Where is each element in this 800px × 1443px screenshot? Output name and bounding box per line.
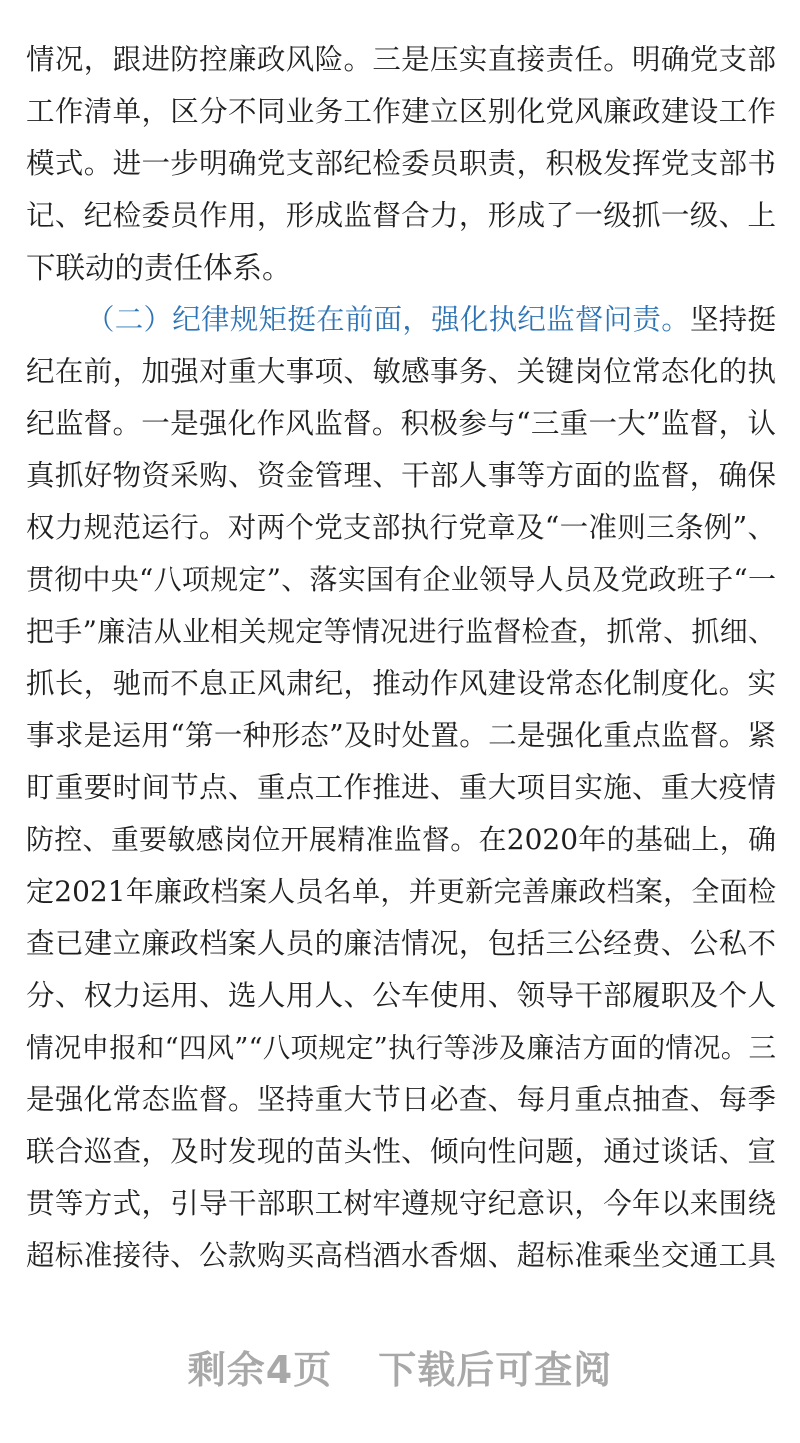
text-line: 是强化常态监督。坚持重大节日必查、每月重点抽查、每季 bbox=[26, 1083, 776, 1116]
text-line: 事求是运用“第一种形态”及时处置。二是强化重点监督。紧 bbox=[26, 719, 776, 752]
text-line: 贯等方式，引导干部职工树牢遵规守纪意识，今年以来围绕 bbox=[26, 1187, 776, 1220]
heading-line-rest: 坚持挺 bbox=[689, 303, 776, 336]
text-line: 模式。进一步明确党支部纪检委员职责，积极发挥党支部书 bbox=[26, 147, 776, 180]
text-line: 联合巡查，及时发现的苗头性、倾向性问题，通过谈话、宣 bbox=[26, 1135, 776, 1168]
text-line: 抓长，驰而不息正风肃纪，推动作风建设常态化制度化。实 bbox=[26, 667, 776, 700]
text-line: 情况申报和“四风”“八项规定”执行等涉及廉洁方面的情况。三 bbox=[26, 1032, 776, 1064]
section-heading-line bbox=[86, 294, 776, 346]
download-to-view-label: 下载后可查阅 bbox=[378, 1348, 613, 1392]
text-line: 把手”廉洁从业相关规定等情况进行监督检查，抓常、抓细、 bbox=[26, 615, 776, 648]
section-heading: （二）纪律规矩挺在前面，强化执纪监督问责。 bbox=[86, 303, 690, 336]
download-prompt[interactable] bbox=[0, 1335, 800, 1405]
text-line: 超标准接待、公款购买高档酒水香烟、超标准乘坐交通工具 bbox=[26, 1239, 776, 1272]
text-line: 真抓好物资采购、资金管理、干部人事等方面的监督，确保 bbox=[26, 459, 776, 492]
text-line: 情况，跟进防控廉政风险。三是压实直接责任。明确党支部 bbox=[26, 43, 776, 76]
text-line: 盯重要时间节点、重点工作推进、重大项目实施、重大疫情 bbox=[26, 771, 776, 804]
remaining-pages-label: 剩余4页 bbox=[187, 1348, 333, 1392]
text-line: 纪监督。一是强化作风监督。积极参与“三重一大”监督，认 bbox=[26, 407, 776, 440]
text-line: 防控、重要敏感岗位开展精准监督。在2020年的基础上，确 bbox=[26, 823, 776, 856]
text-line: 工作清单，区分不同业务工作建立区别化党风廉政建设工作 bbox=[26, 95, 776, 128]
text-line: 贯彻中央“八项规定”、落实国有企业领导人员及党政班子“一 bbox=[26, 563, 776, 596]
text-line: 下联动的责任体系。 bbox=[26, 251, 292, 285]
text-line: 记、纪检委员作用，形成监督合力，形成了一级抓一级、上 bbox=[26, 199, 776, 232]
text-line: 查已建立廉政档案人员的廉洁情况，包括三公经费、公私不 bbox=[26, 927, 776, 960]
text-line: 定2021年廉政档案人员名单，并更新完善廉政档案，全面检 bbox=[26, 875, 776, 908]
text-line: 分、权力运用、选人用人、公车使用、领导干部履职及个人 bbox=[26, 979, 776, 1012]
text-line: 纪在前，加强对重大事项、敏感事务、关键岗位常态化的执 bbox=[26, 355, 776, 388]
text-line: 权力规范运行。对两个党支部执行党章及“一准则三条例”、 bbox=[26, 511, 776, 544]
